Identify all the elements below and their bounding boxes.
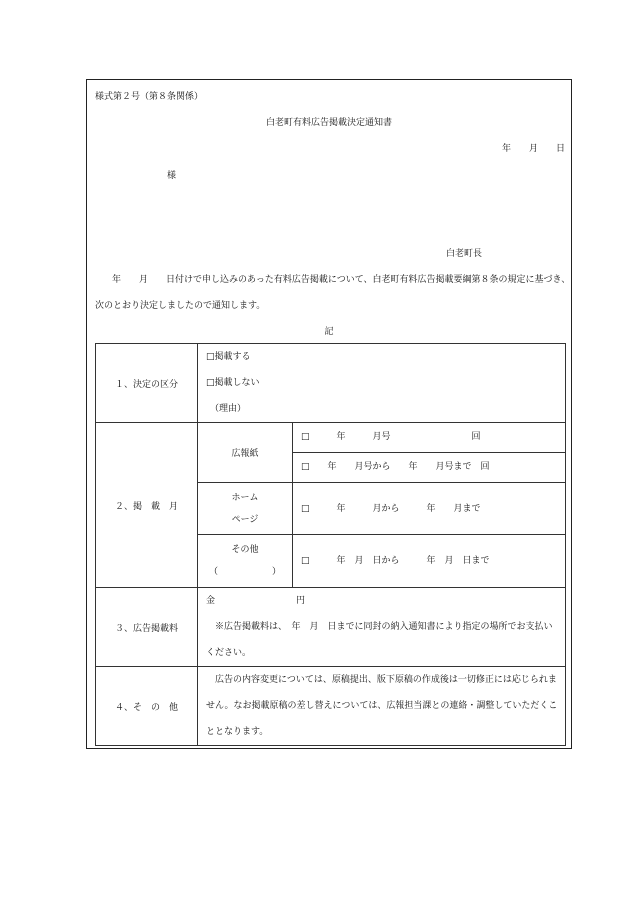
table-row [96,344,566,423]
row-label: ４、そ の 他 [96,667,198,746]
other-line: □ 年 月 日から 年 月 日まで [293,535,566,588]
bulletin-line: □ 年 月号 回 [293,423,565,453]
note-line: ととなります。 [206,727,269,737]
ki-heading: 記 [324,327,334,337]
other-notes-cell [198,667,566,746]
date-line: 年 月 日 [502,144,566,154]
document-title: 白老町有料広告掲載決定通知書 [265,118,392,128]
fee-line: ください。 [206,648,252,658]
sender-name: 白老町長 [446,249,483,259]
sub-label [198,535,293,588]
addressee-suffix: 様 [167,171,177,181]
option-not-publish: □掲載しない [206,378,260,388]
bulletin-line: □ 年 月号から 年 月号まで 回 [301,462,490,472]
sub-label-line: ページ [231,514,259,525]
sub-label: 広報紙 [198,423,293,483]
table-row [96,423,566,483]
sub-label-line: ホーム [231,492,259,503]
body-text-line-2: 次のとおり決定しましたので通知します。 [95,301,266,311]
sub-label-line: （ ） [208,567,281,577]
form-number: 様式第２号（第８条関係） [95,92,204,102]
option-publish: □掲載する [206,352,251,362]
fee-line: 金 円 [206,596,306,606]
option-reason: （理由） [210,404,247,414]
body-text-line-1: 年 月 日付けで申し込みのあった有料広告掲載について、白老町有料広告掲載要綱第８条の規定に基づき、 [112,275,571,285]
bulletin-cell [293,423,566,483]
table-row [96,588,566,667]
fee-cell [198,588,566,667]
sub-label-line: その他 [231,545,259,555]
decision-options [198,344,566,423]
row-label: １、決定の区分 [96,344,198,423]
note-line: 広告の内容変更については、原稿提出、版下原稿の作成後は一切修正には応じられま [206,675,557,685]
note-line: せん。なお掲載原稿の差し替えについては、広報担当課との連絡・調整していただくこ [206,701,558,711]
table-row [96,667,566,746]
sub-label [198,483,293,535]
fee-line: ※広告掲載料は、 年 月 日までに同封の納入通知書により指定の場所でお支払い [206,622,553,632]
row-label: ２、掲 載 月 [96,423,198,588]
decision-table [95,343,566,746]
homepage-line: □ 年 月から 年 月まで [293,483,566,535]
row-label: ３、広告掲載料 [96,588,198,667]
